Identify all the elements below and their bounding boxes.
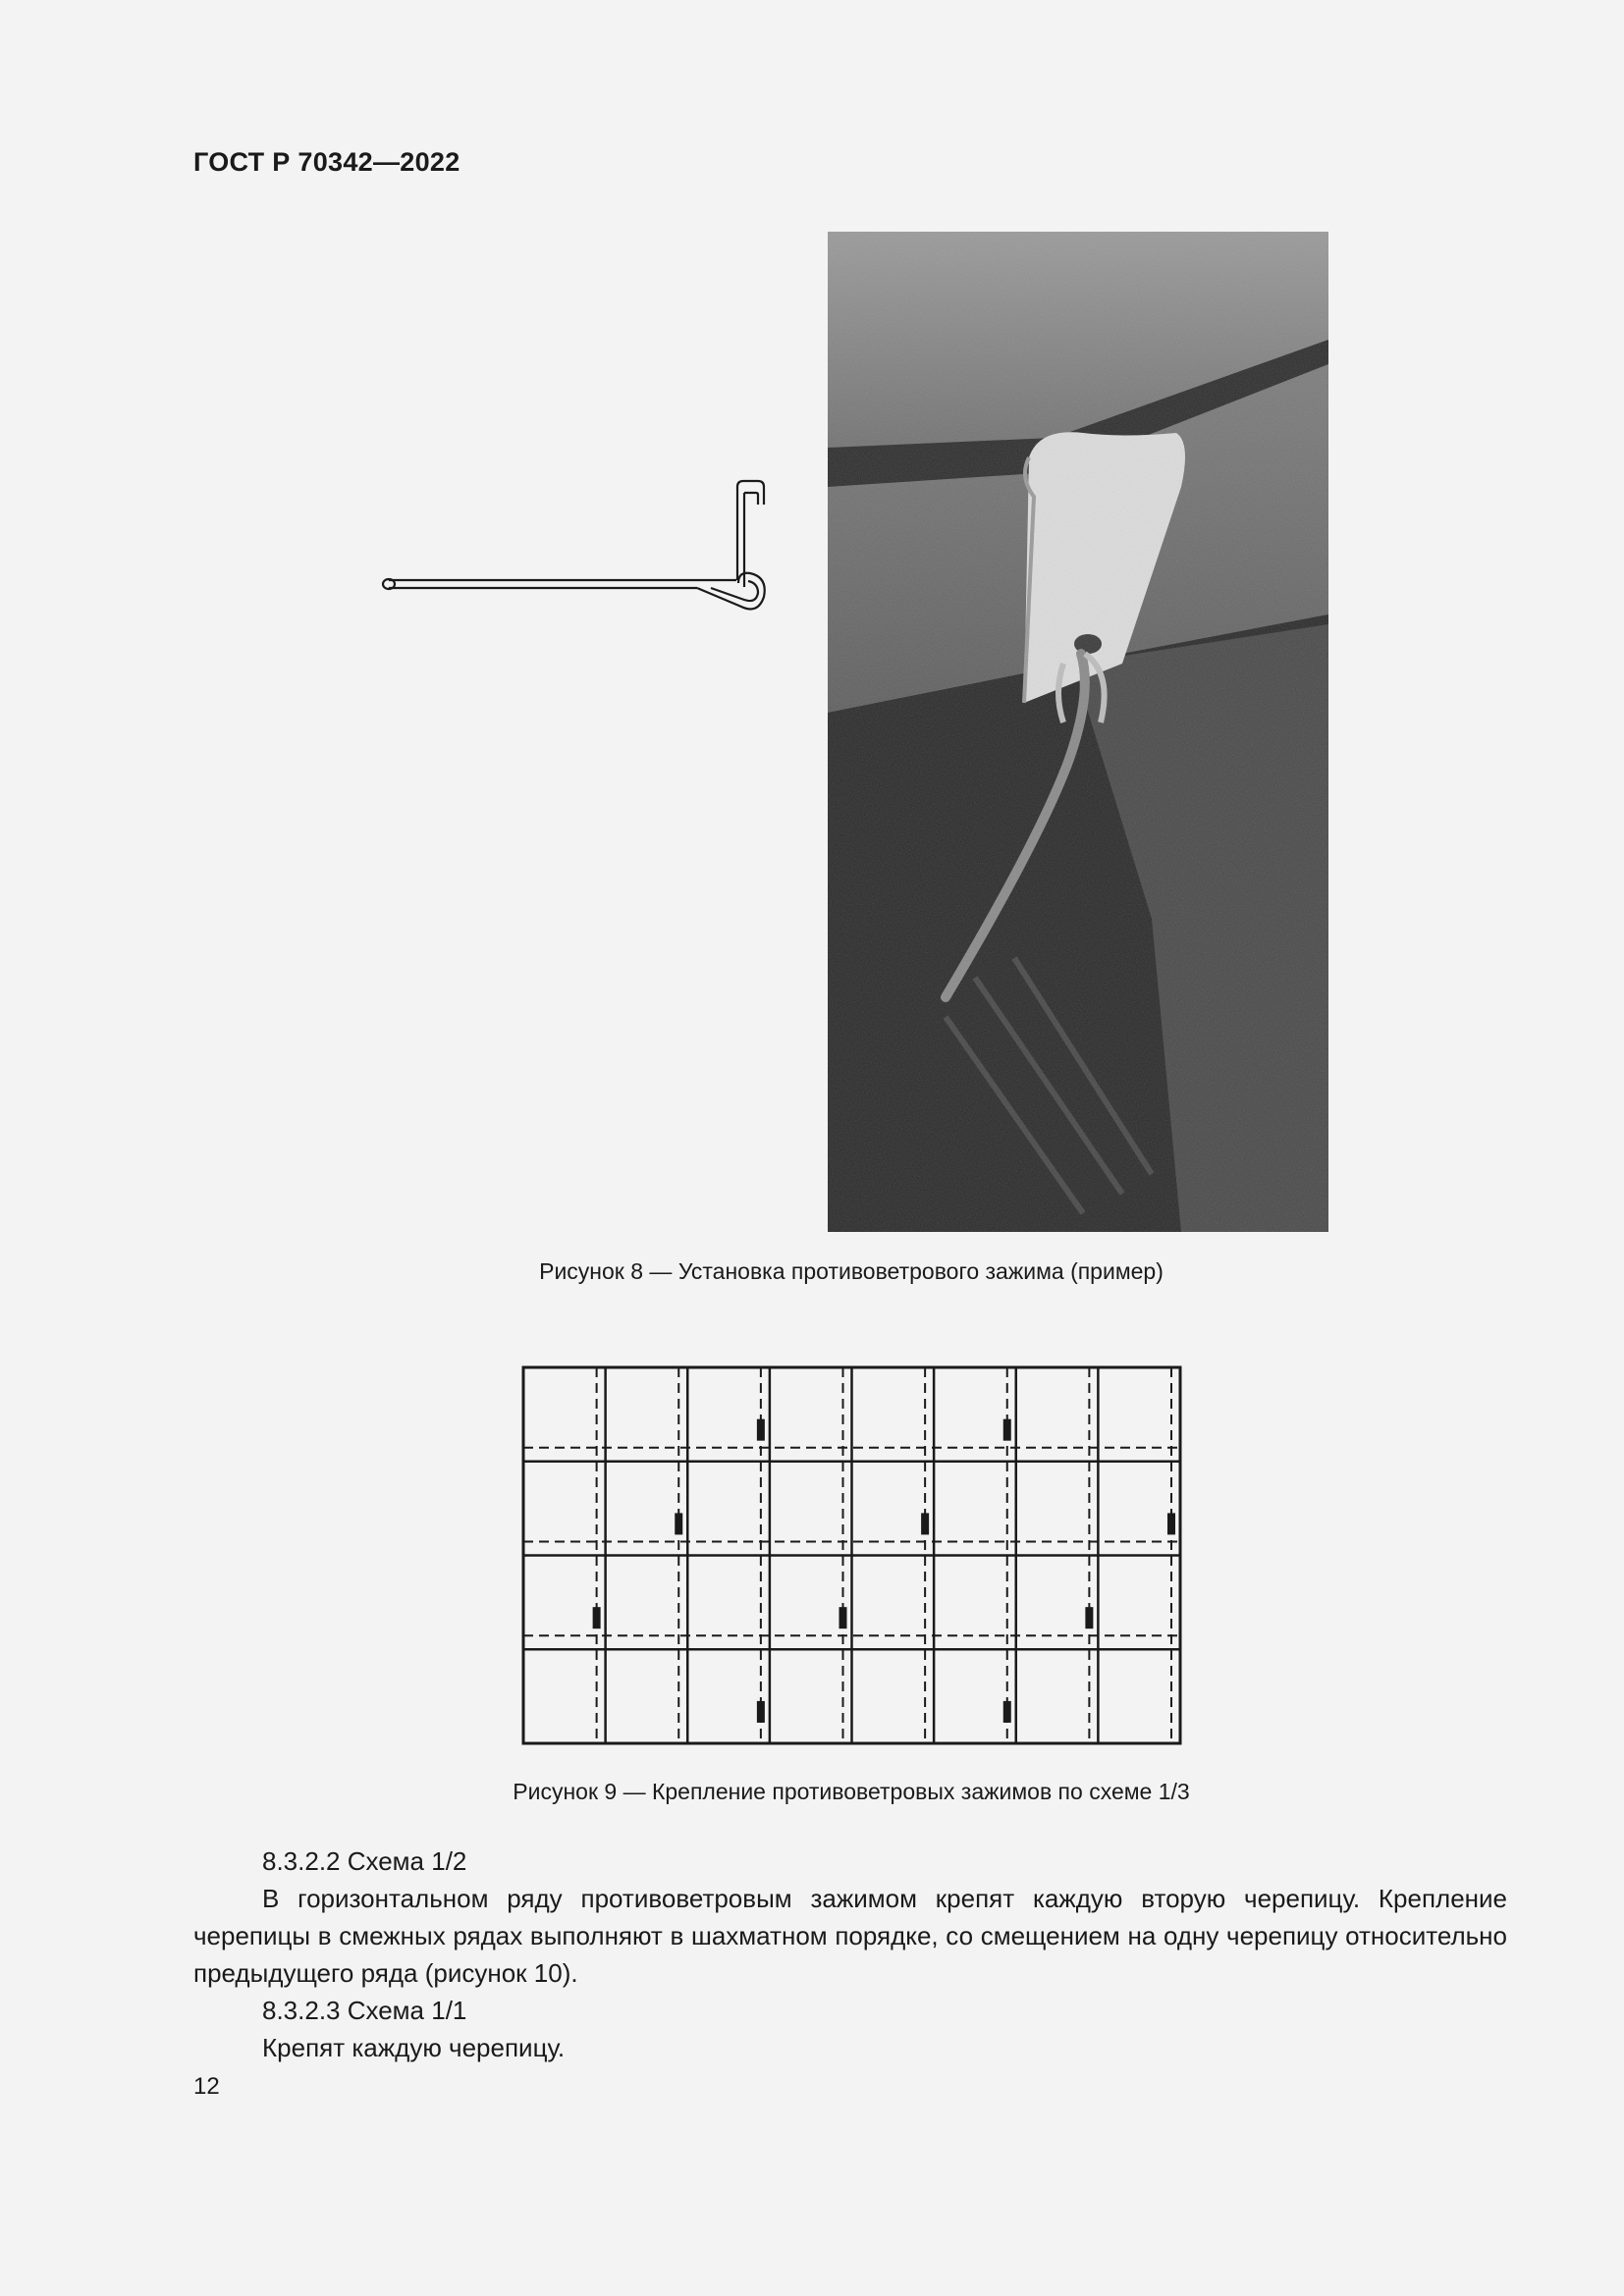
clip-scheme-grid	[521, 1365, 1182, 1745]
wind-clip-marker	[1085, 1607, 1093, 1629]
section-heading-8-3-2-2: 8.3.2.2 Схема 1/2	[262, 1846, 467, 1876]
figure-9-caption: Рисунок 9 — Крепление противоветровых зажимов по схеме 1/3	[513, 1779, 1190, 1804]
wind-clip-marker	[757, 1419, 765, 1441]
section-text-8-3-2-3: Крепят каждую черепицу.	[262, 2033, 566, 2062]
section-text-8-3-2-2: В горизонтальном ряду противоветровым зажимом крепят каждую вторую черепицу. Крепление черепицы в смежных рядах выполняют в шахматном порядке, со смещением на одну черепицу относительно предыдущего ряда (рисунок 10).	[193, 1884, 1507, 1988]
wind-clip-drawing	[373, 471, 785, 638]
page-number: 12	[193, 2073, 220, 2100]
figure-8-caption: Рисунок 8 — Установка противоветрового зажима (пример)	[539, 1258, 1164, 1284]
wind-clip-marker	[1167, 1513, 1175, 1534]
wind-clip-marker	[593, 1607, 601, 1629]
wind-clip-photo	[828, 232, 1328, 1232]
wind-clip-marker	[757, 1701, 765, 1723]
document-header: ГОСТ Р 70342—2022	[193, 147, 460, 177]
wind-clip-marker	[1003, 1701, 1011, 1723]
section-heading-8-3-2-3: 8.3.2.3 Схема 1/1	[262, 1996, 467, 2025]
wind-clip-marker	[1003, 1419, 1011, 1441]
wind-clip-marker	[921, 1513, 929, 1534]
wind-clip-marker	[839, 1607, 847, 1629]
wind-clip-marker	[675, 1513, 682, 1534]
